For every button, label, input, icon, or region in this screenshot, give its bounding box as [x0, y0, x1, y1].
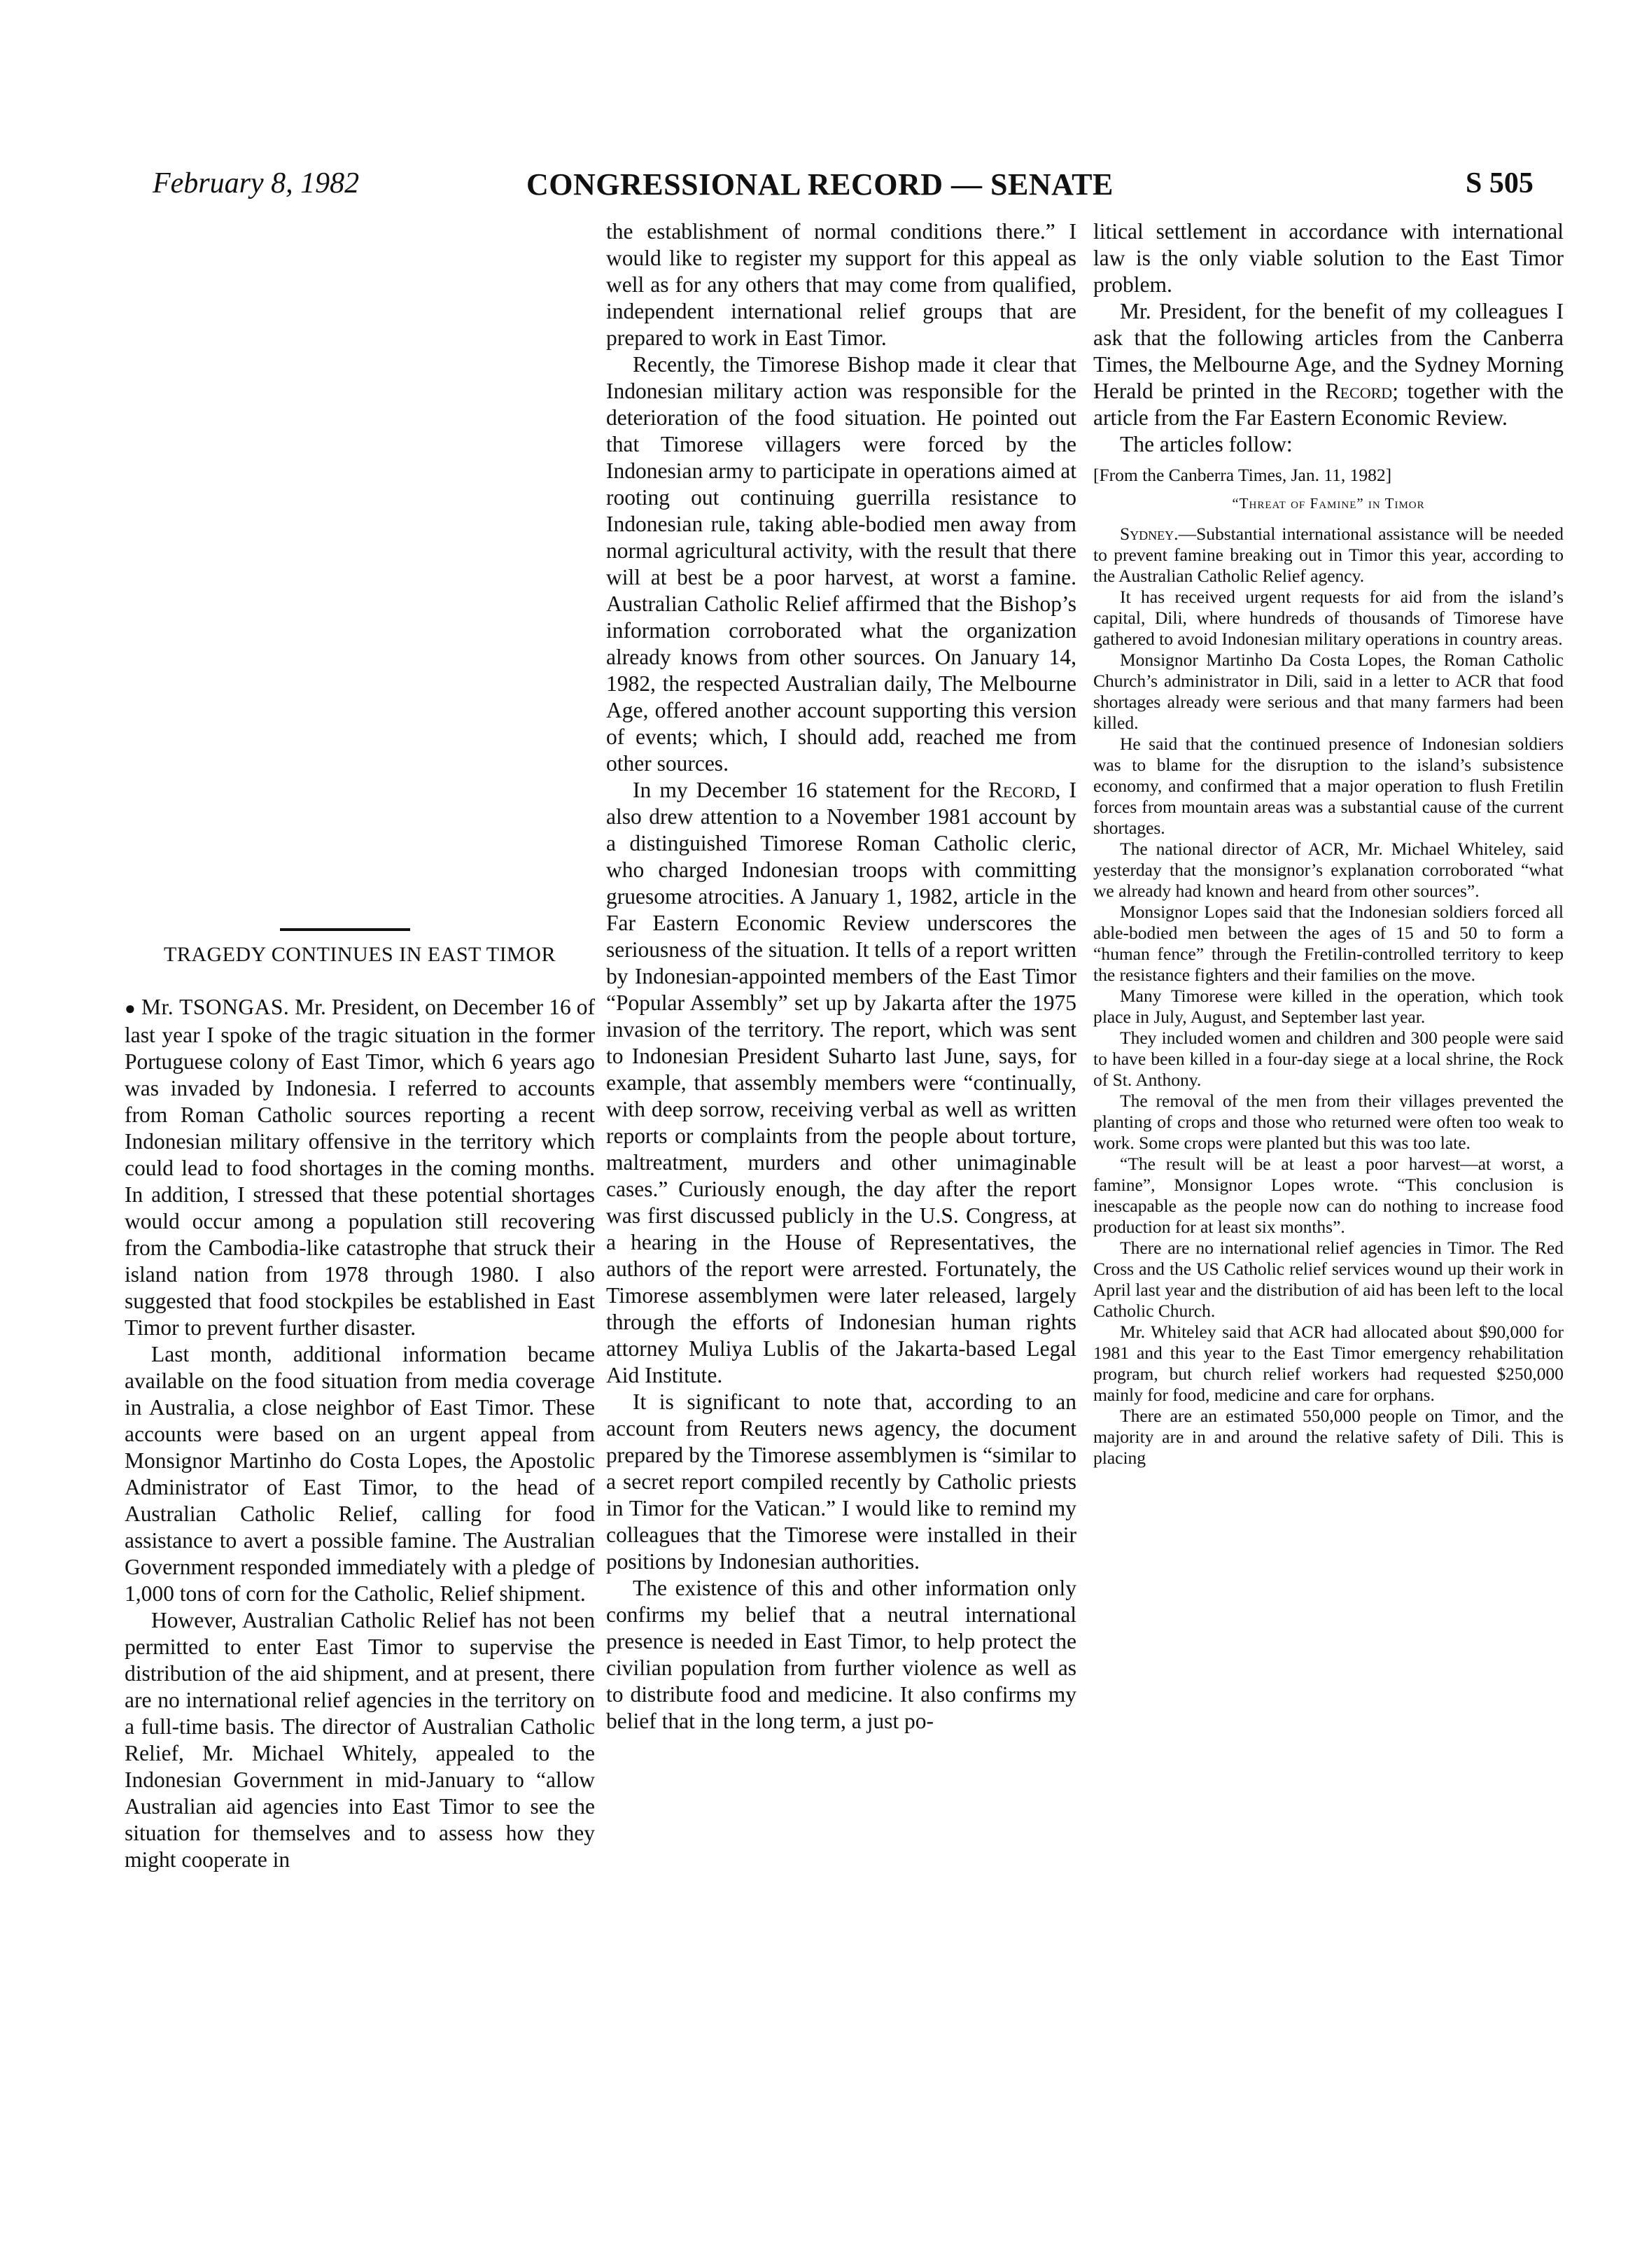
column-1	[125, 994, 595, 1873]
paragraph: In my December 16 statement for the Record, I also drew attention to a November 1981 account by a distinguished Timorese Roman Catholic cleric, who charged Indonesian troops with committing gruesome atrocities. A January 1, 1982, article in the Far Eastern Economic Review underscores the seriousness of the situation. It tells of a report written by Indonesian-appointed members of the East Timor “Popular Assembly” set up by Jakarta after the 1975 invasion of the territory. The report, which was sent to Indonesian President Suharto last June, says, for example, that assembly members were “continually, with deep sorrow, receiving verbal as well as written reports or complaints from the people about torture, maltreatment, murders and other unimaginable cases.” Curiously enough, the day after the report was first discussed publicly in the U.S. Congress, at a hearing in the House of Representatives, the authors of the report were arrested. Fortunately, the Timorese assemblymen were later released, largely through the efforts of Indonesian human rights attorney Muliya Lublis of the Jakarta-based Legal Aid Institute.	[606, 778, 1077, 1387]
inserted-paragraph: They included women and children and 300 people were said to have been killed in a four-day siege at a local shrine, the Rock of St. Anthony.	[1093, 1028, 1564, 1090]
column-3	[1093, 218, 1564, 1469]
paragraph: the establishment of normal conditions there.” I would like to register my support for this appeal as well as for any others that may come from qualified, independent international relief groups that are prepared to work in East Timor.	[606, 219, 1076, 350]
inserted-paragraph: Sydney.—Substantial international assistance will be needed to prevent famine breaking out in Timor this year, according to the Australian Catholic Relief agency.	[1093, 524, 1564, 586]
paragraph: However, Australian Catholic Relief has not been permitted to enter East Timor to supervise the distribution of the aid shipment, and at present, there are no international relief agencies in the territory on a full-time basis. The director of Australian Catholic Relief, Mr. Michael Whitely, appealed to the Indonesian Government in mid-January to “allow Australian aid agencies into East Timor to see the situation for themselves and to assess how they might cooperate in	[125, 1608, 595, 1872]
inserted-paragraph: Monsignor Lopes said that the Indonesian soldiers forced all able-bodied men between the ages of 15 and 50 to form a “human fence” through the Fretilin-controlled territory to keep the resistance fighters and their families on the move.	[1093, 902, 1564, 985]
inserted-paragraph: There are no international relief agencies in Timor. The Red Cross and the US Catholic relief services wound up their work in April last year and the distribution of aid has been left to the local Catholic Church.	[1093, 1238, 1564, 1321]
paragraph: The existence of this and other information only confirms my belief that a neutral international presence is needed in East Timor, to help protect the civilian population from further violence as well as to distribute food and medicine. It also confirms my belief that in the long term, a just po-	[606, 1576, 1076, 1733]
inserted-paragraph: Many Timorese were killed in the operation, which took place in July, August, and September last year.	[1093, 986, 1564, 1027]
article-headline: TRAGEDY CONTINUES IN EAST TIMOR	[164, 943, 556, 966]
inserted-article-title: “Threat of Famine” in Timor	[1232, 495, 1425, 512]
paragraph: The articles follow:	[1120, 432, 1293, 456]
column-2	[606, 218, 1076, 1735]
paragraph: Recently, the Timorese Bishop made it clear that Indonesian military action was responsible for the deterioration of the food situation. He pointed out that Timorese villagers were forced by the Indonesian army to participate in operations aimed at rooting out continuing guerrilla resistance to Indonesian rule, taking able-bodied men away from normal agricultural activity, with the result that there will at best be a poor harvest, at worst a famine. Australian Catholic Relief affirmed that the Bishop’s information corroborated what the organization already knows from other sources. On January 14, 1982, the respected Australian daily, The Melbourne Age, offered another account supporting this version of events; which, I should add, reached me from other sources.	[606, 352, 1076, 776]
lead-paragraph: ● Mr. TSONGAS. Mr. President, on December 16 of last year I spoke of the tragic situation in the former Portuguese colony of East Timor, which 6 years ago was invaded by Indonesia. I referred to accounts from Roman Catholic sources reporting a recent Indonesian military offensive in the territory which could lead to food shortages in the coming months. In addition, I stressed that these potential shortages would occur among a population still recovering from the Cambodia-like catastrophe that struck their island nation from 1978 through 1980. I also suggested that food stockpiles be established in East Timor to prevent further disaster.	[125, 995, 595, 1340]
bullet-icon: ●	[125, 998, 136, 1018]
paragraph: It is significant to note that, according to an account from Reuters news agency, the document prepared by the Timorese assemblymen is “similar to a secret report compiled recently by Catholic priests in Timor for the Vatican.” I would like to remind my colleagues that the Timorese were installed in their positions by Indonesian authorities.	[606, 1390, 1076, 1574]
speaker-name: Mr. TSONGAS.	[141, 995, 290, 1019]
masthead	[0, 167, 1635, 216]
publication-title: CONGRESSIONAL RECORD — SENATE	[526, 167, 1114, 202]
record-reference: Record	[1325, 379, 1393, 403]
dateline: Sydney.	[1120, 524, 1179, 544]
inserted-paragraph: He said that the continued presence of Indonesian soldiers was to blame for the disruption to the island’s subsistence economy, and confirmed that a major operation to flush Fretilin forces from mountain areas was a substantial cause of the current shortages.	[1093, 734, 1564, 838]
inserted-paragraph: “The result will be at least a poor harvest—at worst, a famine”, Monsignor Lopes wrote. “This conclusion is inescapable as the people now can do nothing to increase food production for at least six months”.	[1093, 1154, 1564, 1237]
paragraph: Last month, additional information became available on the food situation from media coverage in Australia, a close neighbor of East Timor. These accounts were based on an urgent appeal from Monsignor Martinho do Costa Lopes, the Apostolic Administrator of East Timor, to the head of Australian Catholic Relief, calling for food assistance to avert a possible famine. The Australian Government responded immediately with a pledge of 1,000 tons of corn for the Catholic, Relief shipment.	[125, 1342, 595, 1606]
issue-date: February 8, 1982	[153, 167, 360, 200]
inserted-paragraph: The national director of ACR, Mr. Michael Whiteley, said yesterday that the monsignor’s explanation corroborated “what we already had known and heard from other sources”.	[1093, 839, 1564, 901]
inserted-paragraph: Monsignor Martinho Da Costa Lopes, the Roman Catholic Church’s administrator in Dili, said in a letter to ACR that food shortages already were serious and that many farmers had been killed.	[1093, 650, 1564, 733]
inserted-paragraph: It has received urgent requests for aid from the island’s capital, Dili, where hundreds of thousands of Timorese have gathered to avoid Indonesian military operations in country areas.	[1093, 587, 1564, 649]
inserted-paragraph: There are an estimated 550,000 people on Timor, and the majority are in and around the relative safety of Dili. This is placing	[1093, 1406, 1564, 1468]
section-divider	[280, 928, 410, 931]
inserted-article-source: [From the Canberra Times, Jan. 11, 1982]	[1093, 465, 1392, 485]
paragraph: Mr. President, for the benefit of my colleagues I ask that the following articles from the Canberra Times, the Melbourne Age, and the Sydney Morning Herald be printed in the Record; together with the article from the Far Eastern Economic Review.	[1093, 299, 1564, 430]
inserted-paragraph: The removal of the men from their villages prevented the planting of crops and those who returned were often too weak to work. Some crops were planted but this was too late.	[1093, 1091, 1564, 1153]
page-number: S 505	[1466, 167, 1534, 200]
paragraph: litical settlement in accordance with international law is the only viable solution to the East Timor problem.	[1093, 219, 1564, 297]
inserted-paragraph: Mr. Whiteley said that ACR had allocated about $90,000 for 1981 and this year to the East Timor emergency rehabilitation program, but church relief workers had requested $250,000 mainly for food, medicine and care for orphans.	[1093, 1322, 1564, 1405]
record-reference: Record	[988, 778, 1055, 802]
